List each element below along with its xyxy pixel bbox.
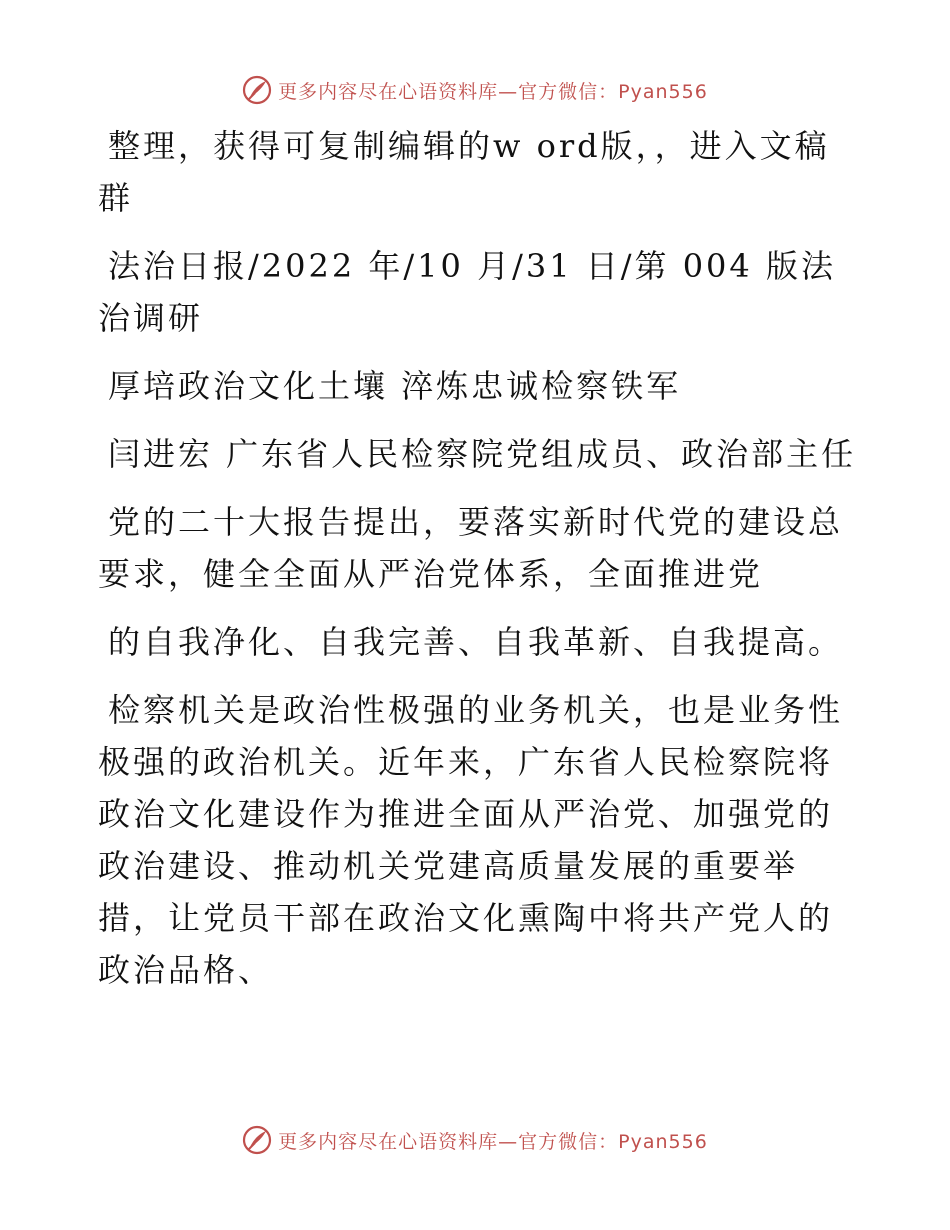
- footer-watermark-banner: [0, 1120, 950, 1160]
- source-line-paragraph: 法治日报/2022 年/10 月/31 日/第 004 版法治调研: [98, 247, 836, 337]
- feather-pen-logo-icon: [242, 1125, 272, 1155]
- body-paragraph: 检察机关是政治性极强的业务机关，也是业务性极强的政治机关。近年来，广东省人民检察院将政治文化建设作为推进全面从严治党、加强党的政治建设、推动机关党建高质量发展的重要举措，让党员干部在政治文化熏陶中将共产党人的政治品格、: [98, 691, 844, 989]
- intro-note-paragraph: 整理，获得可复制编辑的w ord版，，进入文稿群: [98, 127, 830, 217]
- article-title: 厚培政治文化土壤 淬炼忠诚检察铁军: [108, 367, 682, 405]
- document-body: [98, 120, 858, 1012]
- header-watermark-banner: [0, 70, 950, 110]
- feather-pen-logo-icon: [242, 75, 272, 105]
- body-paragraph: 的自我净化、自我完善、自我革新、自我提高。: [108, 623, 844, 661]
- author-line: 闫进宏 广东省人民检察院党组成员、政治部主任: [108, 435, 857, 473]
- footer-banner-text: 更多内容尽在心语资料库—官方微信：Pyan556: [278, 1130, 708, 1153]
- header-banner-text: 更多内容尽在心语资料库—官方微信：Pyan556: [278, 80, 708, 103]
- body-paragraph: 党的二十大报告提出，要落实新时代党的建设总要求，健全全面从严治党体系，全面推进党: [98, 503, 844, 593]
